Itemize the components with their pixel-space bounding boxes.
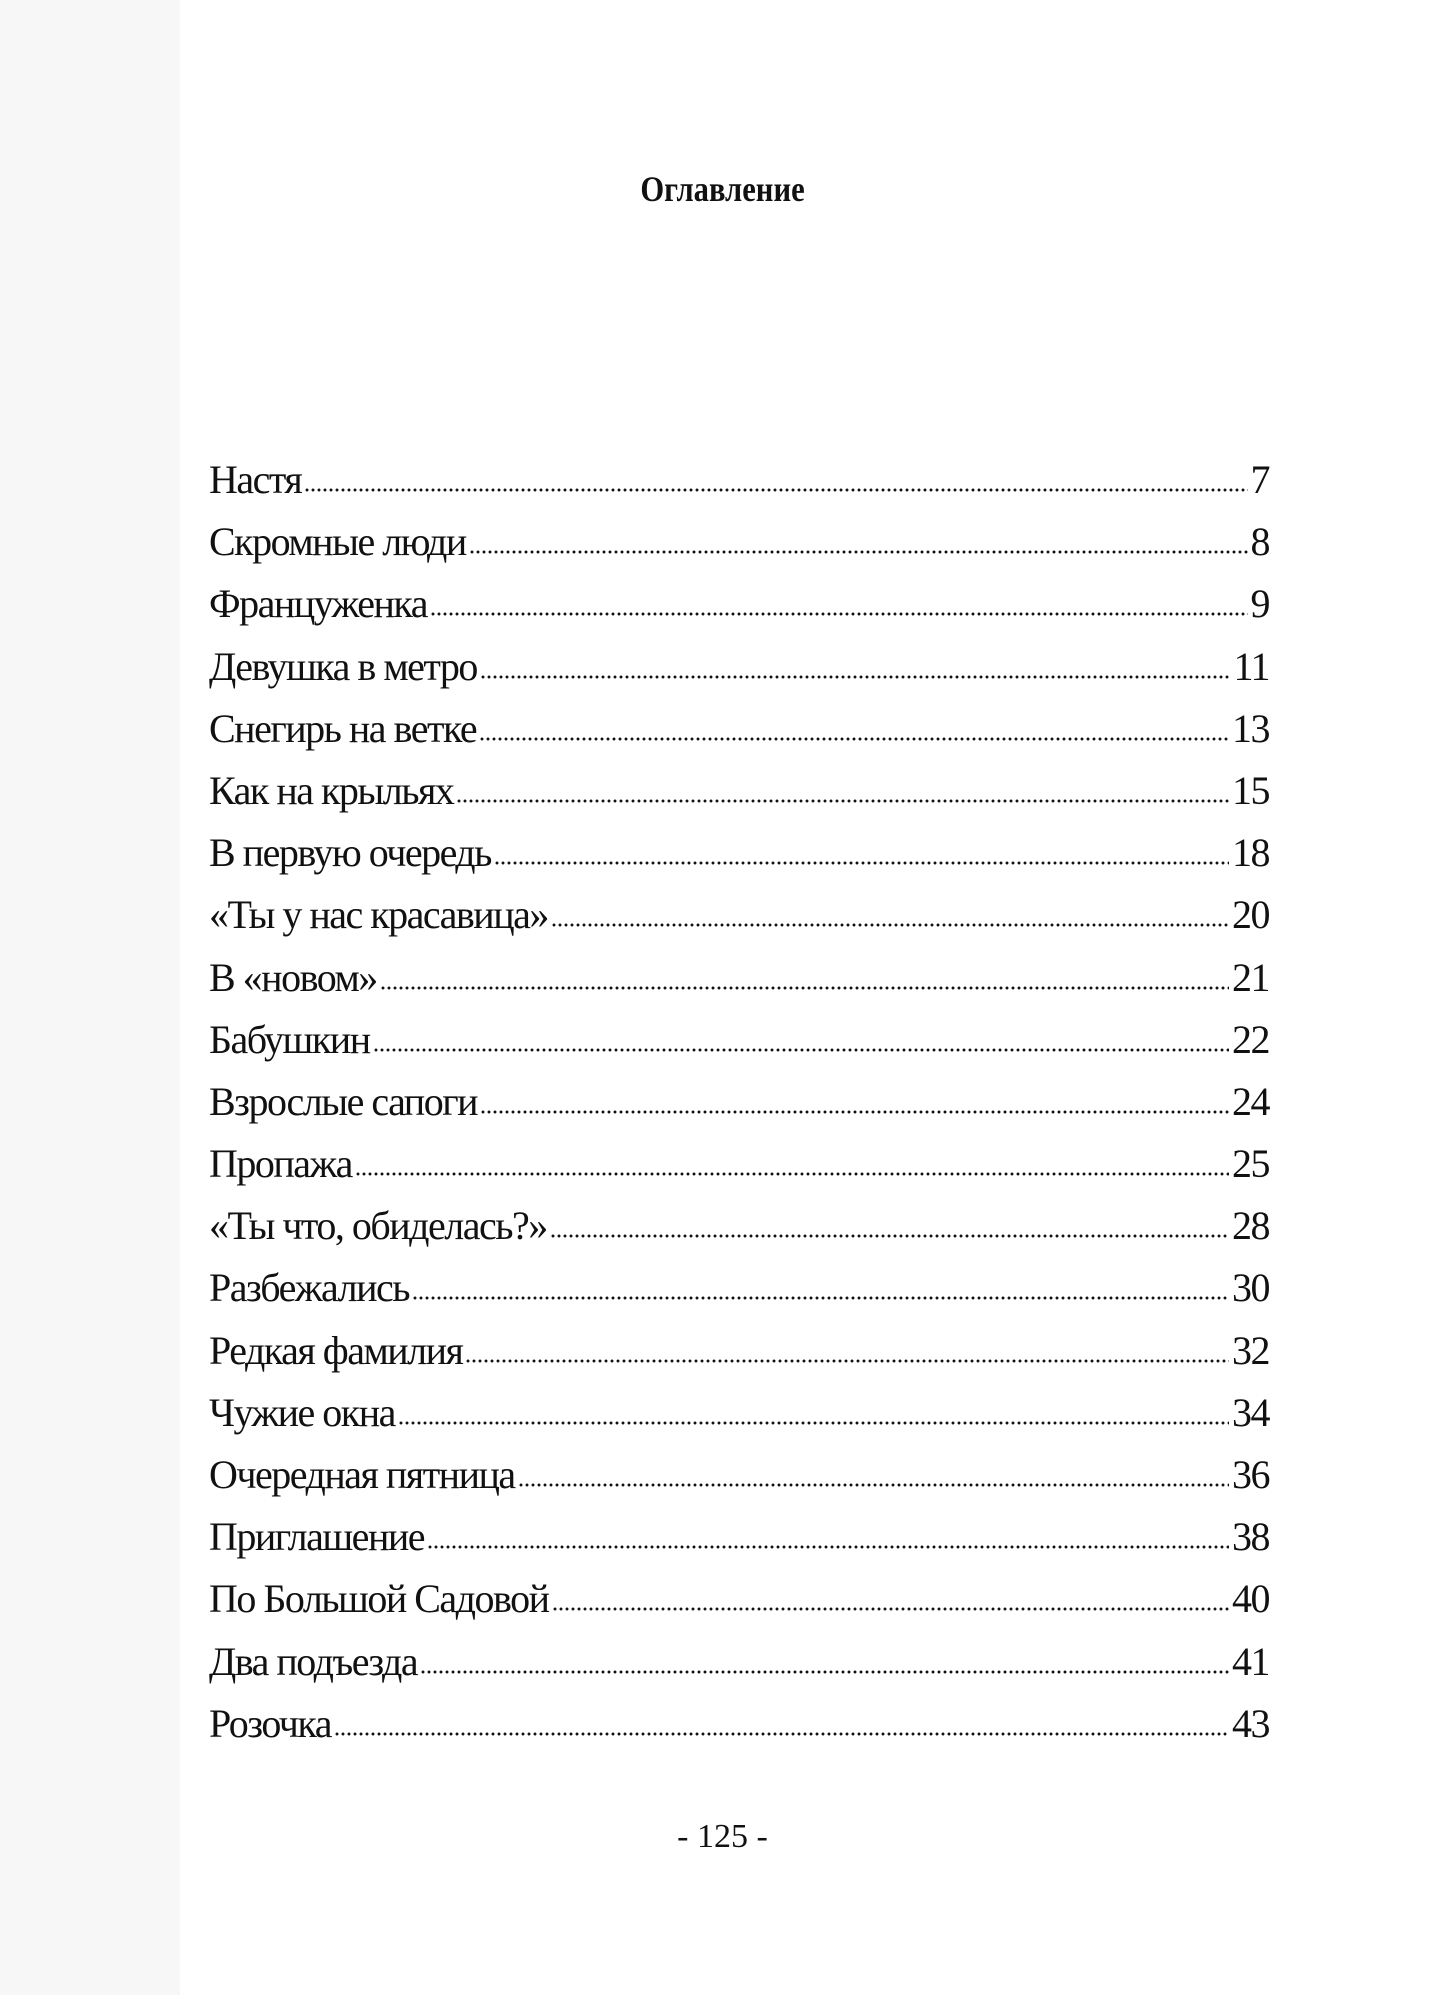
toc-entry: [209, 1323, 1269, 1385]
toc-entry: [209, 1260, 1269, 1322]
toc-entry-page: 13: [1232, 705, 1269, 751]
toc-entry-page: 34: [1232, 1389, 1269, 1435]
toc-entry-page: 11: [1233, 643, 1269, 689]
dot-leader: [427, 1544, 1229, 1550]
toc-entry-page: 22: [1232, 1016, 1269, 1062]
toc-entry: [209, 639, 1269, 701]
toc-entry-title: Снегирь на ветке: [209, 705, 477, 751]
dot-leader: [412, 1295, 1229, 1301]
toc-entry-title: Чужие окна: [209, 1389, 395, 1435]
toc-entry-title: Взрослые сапоги: [209, 1078, 478, 1124]
toc-entry-title: По Большой Садовой: [209, 1576, 549, 1622]
page-title: Оглавление: [640, 169, 805, 209]
toc-entry: [209, 1074, 1269, 1136]
toc-entry-title: Девушка в метро: [209, 643, 477, 689]
page-number: - 125 -: [677, 1818, 768, 1855]
toc-entry: [209, 1385, 1269, 1447]
dot-leader: [479, 736, 1229, 742]
toc-entry-page: 38: [1232, 1514, 1269, 1560]
dot-leader: [355, 1171, 1229, 1177]
toc-entry-page: 30: [1232, 1265, 1269, 1311]
toc-entry-title: «Ты что, обиделась?»: [209, 1203, 547, 1249]
toc-entry: [209, 576, 1269, 638]
toc-entry: [209, 1696, 1269, 1758]
toc-entry-page: 9: [1250, 581, 1269, 627]
toc-entry-page: 40: [1232, 1576, 1269, 1622]
toc-entry: [209, 1634, 1269, 1696]
toc-entry: [209, 950, 1269, 1012]
toc-entry-title: Настя: [209, 457, 302, 502]
toc-entry-page: 25: [1232, 1141, 1269, 1187]
toc-entry-page: 43: [1232, 1700, 1269, 1746]
dot-leader: [373, 1047, 1229, 1053]
dot-leader: [334, 1731, 1229, 1737]
toc-entry: [209, 763, 1269, 825]
toc-entry: [209, 887, 1269, 949]
toc-entry-page: 18: [1232, 830, 1269, 876]
toc-entry: [209, 701, 1269, 763]
toc-entry-page: 7: [1250, 457, 1269, 502]
toc-entry-title: Приглашение: [209, 1514, 425, 1560]
dot-leader: [494, 860, 1229, 866]
toc-entry-title: Скромные люди: [209, 519, 466, 565]
toc-entry-page: 32: [1232, 1327, 1269, 1373]
toc-entry-page: 28: [1232, 1203, 1269, 1249]
toc-entry-page: 8: [1250, 519, 1269, 565]
table-of-contents: [209, 452, 1269, 1758]
toc-entry-title: Розочка: [209, 1700, 331, 1746]
toc-entry-page: 36: [1232, 1452, 1269, 1497]
toc-entry-page: 24: [1232, 1078, 1269, 1124]
dot-leader: [550, 1233, 1229, 1239]
dot-leader: [304, 487, 1247, 493]
toc-entry: [209, 1571, 1269, 1633]
toc-entry-title: «Ты у нас красавица»: [209, 892, 548, 938]
toc-entry-title: Пропажа: [209, 1141, 352, 1187]
dot-leader: [551, 922, 1229, 928]
toc-entry: [209, 1012, 1269, 1074]
dot-leader: [469, 549, 1248, 555]
toc-entry: [209, 514, 1269, 576]
dot-leader: [518, 1482, 1229, 1488]
dot-leader: [380, 985, 1229, 991]
toc-entry-page: 15: [1232, 767, 1269, 813]
toc-entry-title: Как на крыльях: [209, 767, 454, 813]
dot-leader: [420, 1669, 1229, 1675]
toc-entry-title: Редкая фамилия: [209, 1327, 463, 1373]
toc-entry-page: 21: [1232, 954, 1269, 1000]
toc-entry-title: Бабушкин: [209, 1016, 370, 1062]
toc-entry-title: Француженка: [209, 581, 427, 627]
toc-entry: [209, 452, 1269, 514]
toc-entry-title: В «новом»: [209, 954, 377, 1000]
toc-entry: [209, 1509, 1269, 1571]
toc-entry-title: В первую очередь: [209, 830, 491, 876]
toc-entry-page: 20: [1232, 892, 1269, 938]
toc-entry-title: Два подъезда: [209, 1638, 418, 1684]
toc-entry: [209, 1447, 1269, 1509]
toc-entry: [209, 1198, 1269, 1260]
dot-leader: [480, 1109, 1229, 1115]
dot-leader: [430, 611, 1248, 617]
dot-leader: [465, 1358, 1229, 1364]
toc-entry: [209, 825, 1269, 887]
dot-leader: [456, 798, 1229, 804]
toc-entry-title: Очередная пятница: [209, 1452, 515, 1497]
dot-leader: [480, 674, 1231, 680]
toc-entry: [209, 1136, 1269, 1198]
toc-entry-title: Разбежались: [209, 1265, 409, 1311]
dot-leader: [398, 1420, 1229, 1426]
dot-leader: [552, 1606, 1229, 1612]
toc-entry-page: 41: [1232, 1638, 1269, 1684]
